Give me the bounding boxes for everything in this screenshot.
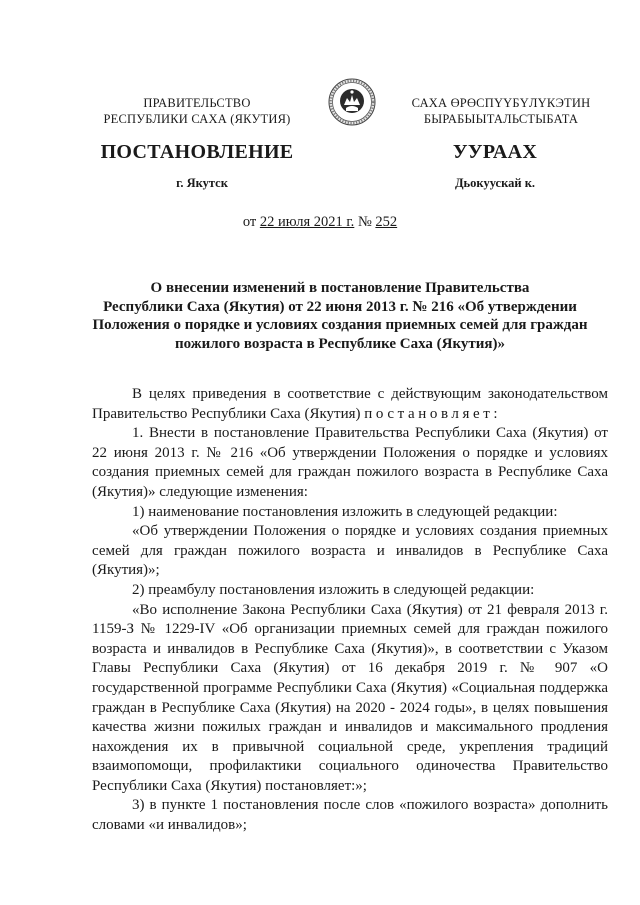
government-name-yakut-line2: БЫРАБЫЫТАЛЬСТЫБАТА bbox=[423, 112, 579, 126]
paragraph-subitem-3: 3) в пункте 1 постановления после слов «пожилого возраста» дополнить словами «и инвалидов»; bbox=[92, 797, 608, 834]
paragraph-new-title: «Об утверждении Положения о порядке и условиях создания приемных семей для граждан пожилого возраста и инвалидов в Республике Саха (Якутия)»; bbox=[92, 523, 608, 579]
paragraph-subitem-2: 2) преамбулу постановления изложить в следующей редакции: bbox=[132, 581, 535, 598]
decree-number: 252 bbox=[375, 214, 398, 230]
government-name-line1: ПРАВИТЕЛЬСТВО bbox=[143, 96, 251, 110]
coat-of-arms-emblem bbox=[328, 78, 376, 126]
paragraph-item-1: 1. Внести в постановление Правительства Республики Саха (Якутия) от 22 июня 2013 г. № 216 «Об утверждении Положения о порядке и условиях создания приемных семей для граждан пожилого возраста в Республике Саха (Якутия)» следующие изменения: bbox=[92, 425, 608, 500]
preamble-resolves: постановляет: bbox=[364, 405, 502, 422]
decree-date-number bbox=[0, 214, 640, 231]
document-type-russian: ПОСТАНОВЛЕНИЕ bbox=[100, 141, 294, 163]
document-type-yakut: УУРААХ bbox=[452, 141, 538, 163]
paragraph-subitem-1: 1) наименование постановления изложить в следующей редакции: bbox=[132, 503, 558, 520]
paragraph-new-preamble: «Во исполнение Закона Республики Саха (Якутия) от 21 февраля 2013 г. 1159-З № 1229-IV «Об организации приемных семей для граждан пожилого возраста и инвалидов в Республике Саха (Якутия)», в соответствии с Указом Главы Республики Саха (Якутия) от 16 декабря 2019 г. № 907 «О государственной программе Республики Саха (Якутия) «Социальная поддержка граждан в Республике Саха (Якутия) на 2020 - 2024 годы», в целях повышения качества жизни пожилых граждан и инвалидов и максимального продления нахождения их в привычной социальной среде, укрепления традиций взаимопомощи, профилактики социального одиночества Правительство Республики Саха (Якутия) постановляет:»; bbox=[92, 601, 608, 794]
emblem-icon bbox=[328, 78, 376, 126]
document-title-line2: Республики Саха (Якутия) от 22 июня 2013 г. № 216 «Об утверждении bbox=[103, 298, 577, 315]
government-name-yakut bbox=[396, 95, 606, 127]
city-yakut: Дьокуускай к. bbox=[454, 176, 536, 190]
government-name-yakut-line1: САХА ӨРӨСПҮҮБҮЛҮКЭТИН bbox=[411, 96, 591, 110]
paragraph-preamble bbox=[92, 385, 608, 424]
decree-date: 22 июля 2021 г. bbox=[259, 214, 355, 230]
document-title-line3: Положения о порядке и условиях создания приемных семей для граждан bbox=[92, 317, 588, 333]
decree-number-sign: № bbox=[354, 214, 376, 230]
city-russian: г. Якутск bbox=[176, 176, 228, 190]
preamble-text: В целях приведения в соответствие с действующим законодательством Правительство Республики Саха (Якутия) bbox=[92, 386, 608, 422]
government-name-russian bbox=[82, 95, 312, 127]
document-title-line1: О внесении изменений в постановление Правительства bbox=[150, 280, 530, 296]
document-body bbox=[92, 385, 608, 836]
government-name-line2: РЕСПУБЛИКИ САХА (ЯКУТИЯ) bbox=[103, 112, 291, 126]
document-title bbox=[80, 279, 600, 353]
decree-prefix: от bbox=[242, 214, 260, 230]
document-title-line4: пожилого возраста в Республике Саха (Якутия)» bbox=[174, 335, 506, 352]
